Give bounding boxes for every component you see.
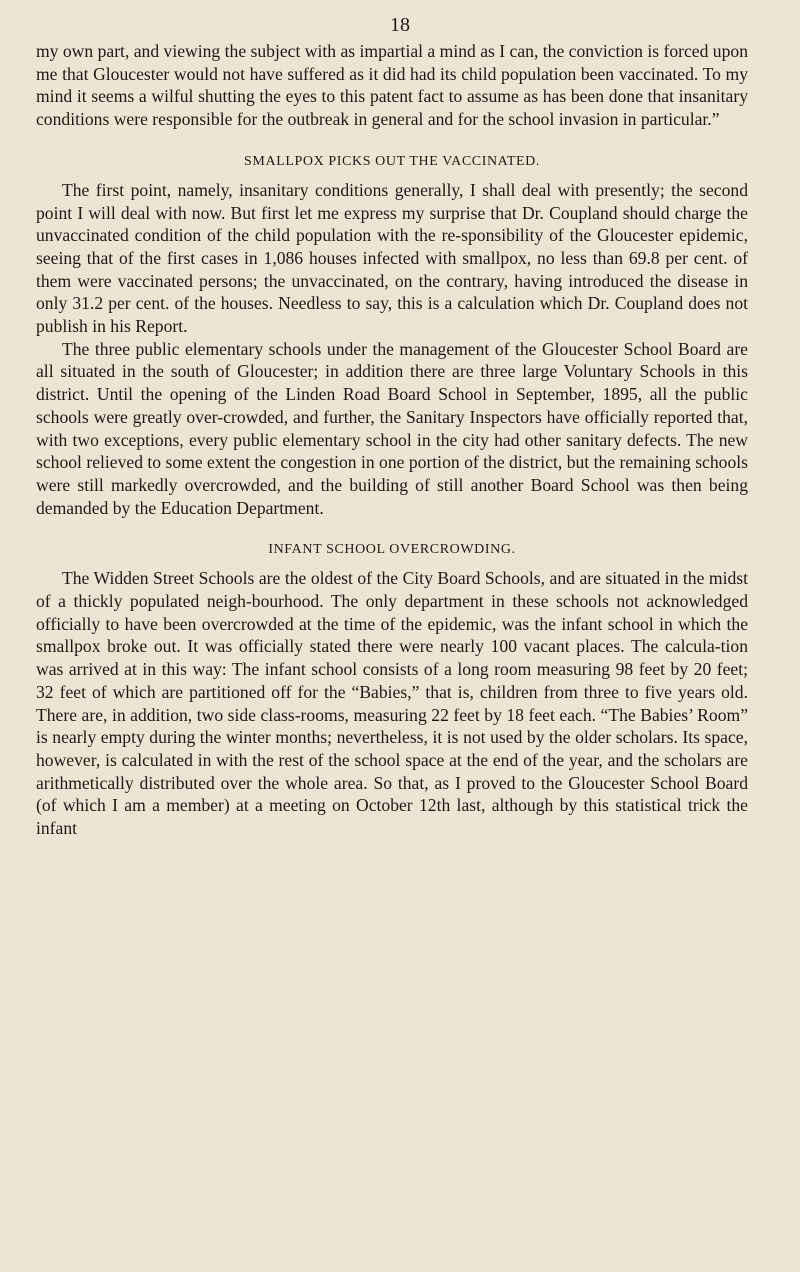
section-heading-infant-school: INFANT SCHOOL OVERCROWDING.: [268, 542, 516, 558]
page-number: 18: [390, 14, 410, 36]
paragraph-3: The three public elementary schools under the management of the Gloucester School Board are all situated in the south of Gloucester; in addition there are three large Voluntary Schools in this district. Until the opening of the Linden Road Board School in September, 1895, all the public schools were greatly over-crowded, and further, the Sanitary Inspectors have officially reported that, with two exceptions, every public elementary school in the city had other sanitary defects. The new school relieved to some extent the congestion in one portion of the district, but the remaining schools were still markedly overcrowded, and the building of still another Board School was then being demanded by the Education Department.: [36, 338, 748, 518]
paragraph-4: The Widden Street Schools are the oldest of the City Board Schools, and are situated in the midst of a thickly populated neigh-bourhood. The only department in these schools not acknowledged officially to have been overcrowded at the time of the epidemic, was the infant school in which the smallpox broke out. It was officially stated there were nearly 100 vacant places. The calcula-tion was arrived at in this way: The infant school consists of a long room measuring 98 feet by 20 feet; 32 feet of which are partitioned off for the “Babies,” that is, children from three to five years old. There are, in addition, two side class-rooms, measuring 22 feet by 18 feet each. “The Babies’ Room” is nearly empty during the winter months; nevertheless, it is not used by the older scholars. Its space, however, is calculated in with the rest of the school space at the end of the year, and the scholars are arithmetically distributed over the whole area. So that, as I proved to the Gloucester School Board (of which I am a member) at a meeting on October 12th last, although by this statistical trick the infant: [36, 568, 748, 839]
paragraph-2: The first point, namely, insanitary conditions generally, I shall deal with presently; the second point I will deal with now. But first let me express my surprise that Dr. Coupland should charge the unvaccinated condition of the child population with the re-sponsibility of the Gloucester epidemic, seeing that of the first cases in 1,086 houses infected with smallpox, no less than 69.8 per cent. of them were vaccinated persons; the unvaccinated, on the contrary, having introduced the disease in only 31.2 per cent. of the houses. Needless to say, this is a calculation which Dr. Coupland does not publish in his Report.: [36, 179, 748, 337]
text-column: [36, 40, 748, 840]
section-heading-smallpox: SMALLPOX PICKS OUT THE VACCINATED.: [244, 153, 540, 169]
paragraph-1: my own part, and viewing the subject with as impartial a mind as I can, the conviction is forced upon me that Gloucester would not have suffered as it did had its child population been vaccinated. To my mind it seems a wilful shutting the eyes to this patent fact to assume as has been done that insanitary conditions were responsible for the outbreak in general and for the school invasion in particular.”: [36, 41, 748, 130]
